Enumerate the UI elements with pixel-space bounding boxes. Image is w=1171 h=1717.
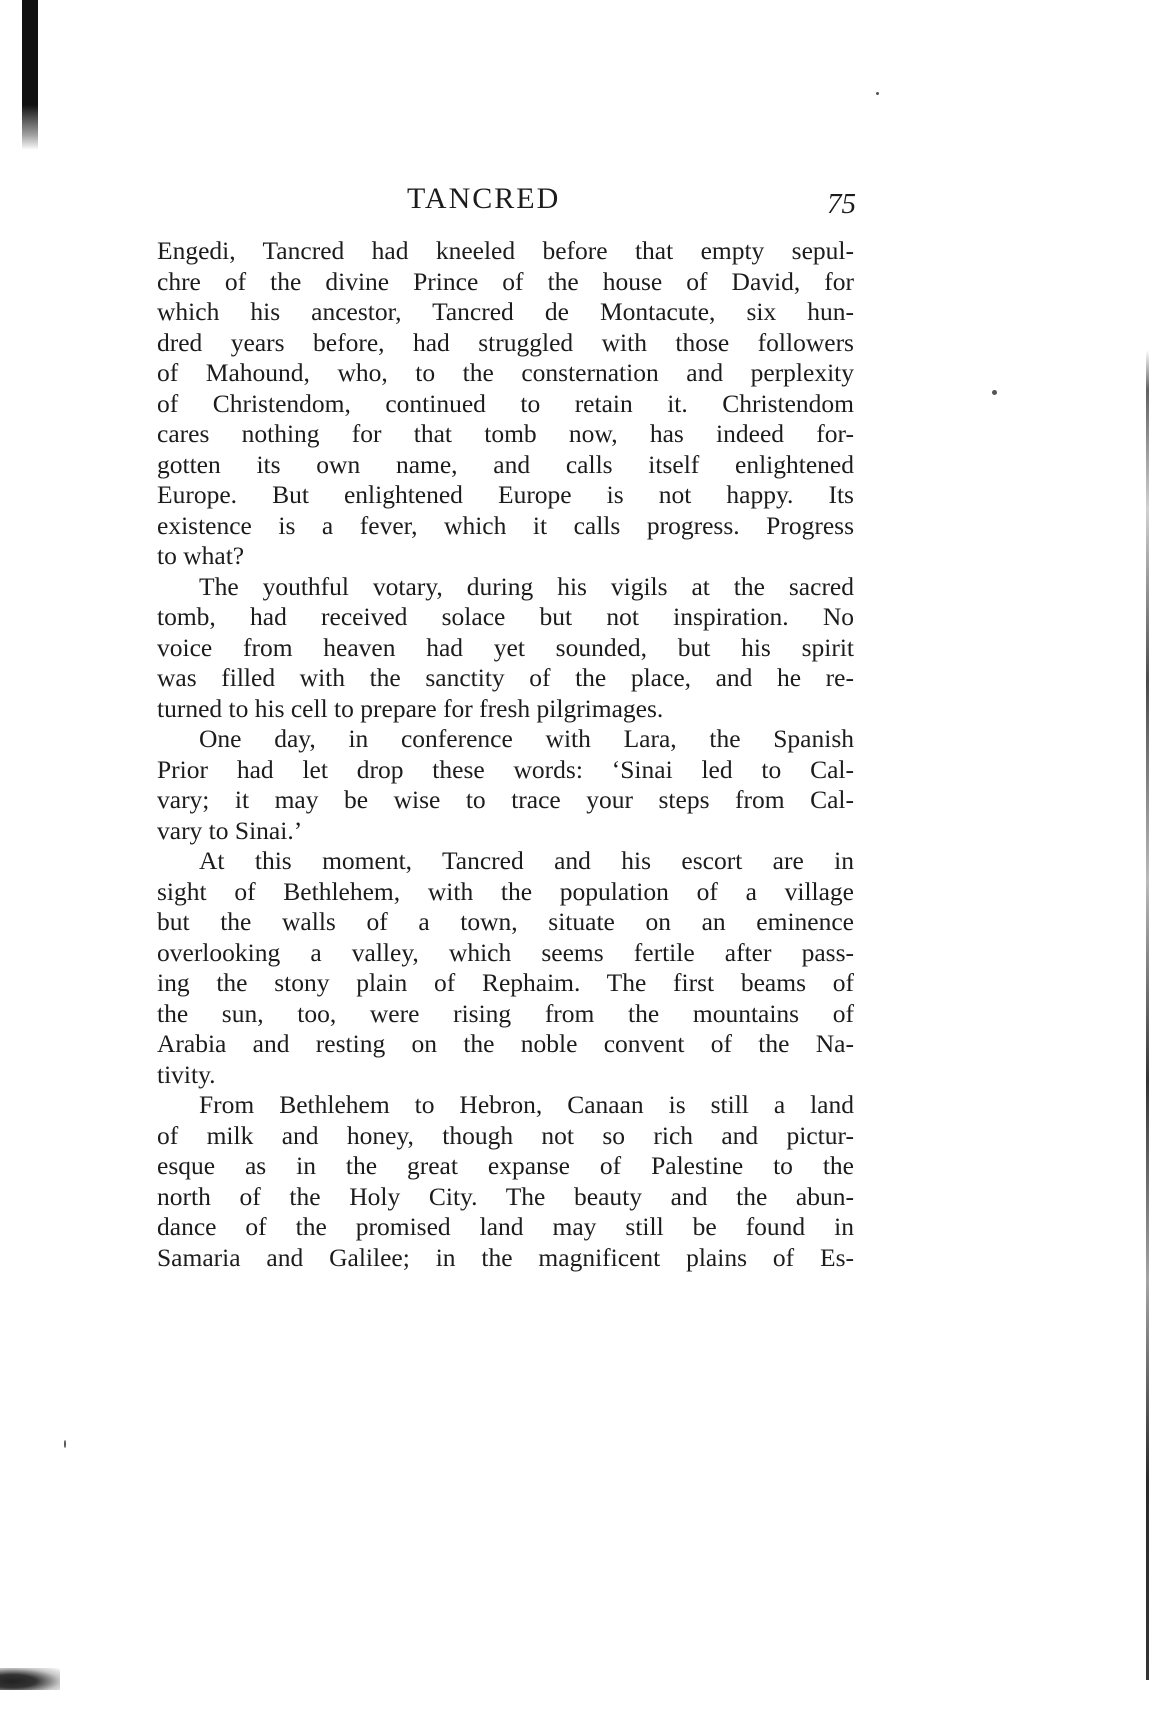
text-line: gotten its own name, and calls itself enlightened bbox=[157, 449, 854, 479]
paragraph bbox=[157, 846, 854, 1090]
text-line: the sun, too, were rising from the mountains of bbox=[157, 998, 854, 1028]
text-line: At this moment, Tancred and his escort are in bbox=[199, 846, 854, 875]
text-line: of Mahound, who, to the consternation and perplexity bbox=[157, 358, 854, 387]
text-line: vary to Sinai.’ bbox=[157, 815, 303, 845]
scan-speck bbox=[876, 92, 879, 95]
text-line: The youthful votary, during his vigils at the sacred bbox=[199, 571, 854, 601]
text-line: of milk and honey, though not so rich and pictur- bbox=[157, 1120, 854, 1150]
text-line: tivity. bbox=[157, 1059, 216, 1089]
text-line: tomb, had received solace but not inspiration. No bbox=[157, 602, 854, 631]
text-line: chre of the divine Prince of the house of David, for bbox=[157, 266, 854, 296]
text-line: cares nothing for that tomb now, has indeed for- bbox=[157, 419, 854, 448]
text-line: voice from heaven had yet sounded, but his spirit bbox=[157, 632, 854, 662]
scan-edge-shadow bbox=[22, 0, 38, 150]
text-line: of Christendom, continued to retain it. Christendom bbox=[157, 388, 854, 418]
text-line: overlooking a valley, which seems fertile after pass- bbox=[157, 937, 854, 967]
scan-gutter-line bbox=[1146, 350, 1149, 1680]
text-line: Prior had let drop these words: ‘Sinai led to Cal- bbox=[157, 754, 854, 784]
text-line: turned to his cell to prepare for fresh pilgrimages. bbox=[157, 693, 664, 723]
text-line: was filled with the sanctity of the place, and he re- bbox=[157, 663, 854, 692]
text-line: Samaria and Galilee; in the magnificent plains of Es- bbox=[157, 1242, 854, 1272]
text-line: ing the stony plain of Rephaim. The first beams of bbox=[157, 968, 854, 997]
text-line: One day, in conference with Lara, the Spanish bbox=[199, 724, 854, 753]
page-header bbox=[157, 182, 857, 232]
paragraph bbox=[157, 1090, 854, 1273]
running-head: TANCRED bbox=[407, 182, 561, 215]
paragraph bbox=[157, 724, 854, 846]
text-line: From Bethlehem to Hebron, Canaan is still a land bbox=[199, 1090, 854, 1119]
text-line: to what? bbox=[157, 541, 245, 570]
scan-edge-shadow-bottom bbox=[0, 1668, 60, 1690]
text-line: vary; it may be wise to trace your steps from Cal- bbox=[157, 785, 854, 814]
text-line: Europe. But enlightened Europe is not happy. Its bbox=[157, 480, 854, 509]
text-line: north of the Holy City. The beauty and the abun- bbox=[157, 1181, 854, 1211]
page-number: 75 bbox=[827, 188, 856, 220]
paragraph bbox=[157, 572, 854, 725]
body-text bbox=[157, 236, 854, 1273]
text-line: esque as in the great expanse of Palestine to the bbox=[157, 1151, 854, 1180]
text-line: sight of Bethlehem, with the population of a village bbox=[157, 876, 854, 906]
paragraph bbox=[157, 236, 854, 572]
scan-speck bbox=[992, 390, 997, 395]
text-line: but the walls of a town, situate on an eminence bbox=[157, 907, 854, 936]
text-line: Arabia and resting on the noble convent of the Na- bbox=[157, 1029, 854, 1058]
scan-speck bbox=[64, 1440, 66, 1448]
text-line: dance of the promised land may still be found in bbox=[157, 1212, 854, 1241]
text-line: which his ancestor, Tancred de Montacute, six hun- bbox=[157, 297, 854, 326]
text-line: existence is a fever, which it calls progress. Progress bbox=[157, 510, 854, 540]
text-line: dred years before, had struggled with those followers bbox=[157, 327, 854, 357]
text-line: Engedi, Tancred had kneeled before that empty sepul- bbox=[157, 236, 854, 265]
